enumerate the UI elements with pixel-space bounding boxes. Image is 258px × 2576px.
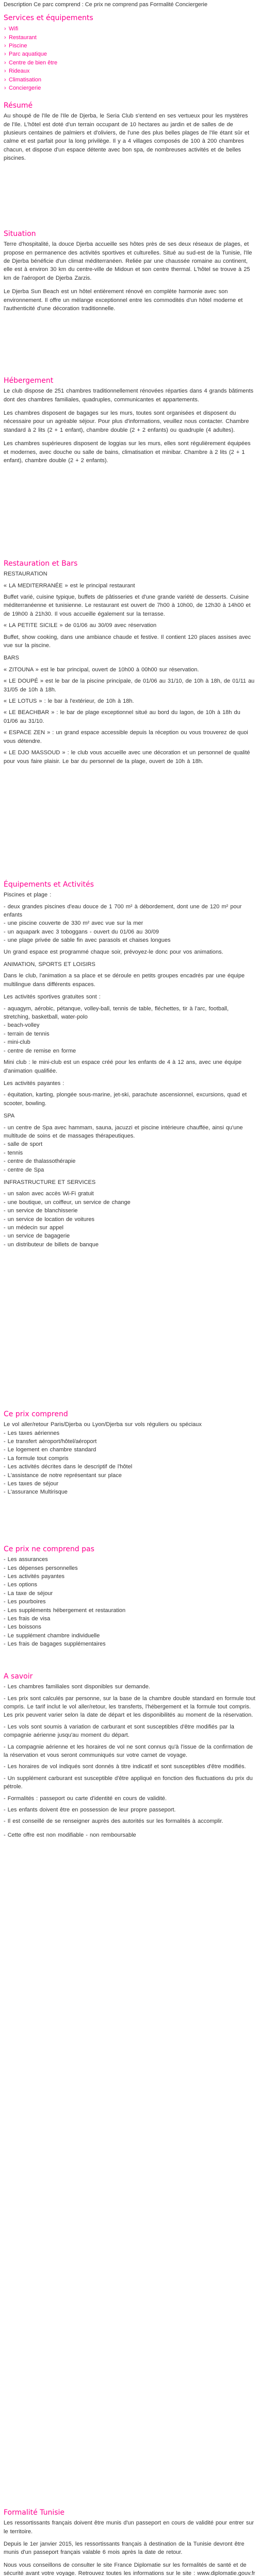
equipements-line: - salle de sport <box>4 1141 43 1148</box>
a-savoir-paragraph: - Un supplément carburant est susceptible d'être appliqué en fonction des fluctuations du prix du pétrole. <box>4 1775 253 1790</box>
equipements-line: - centre de Spa <box>4 1166 44 1173</box>
section-equipements <box>4 880 255 1249</box>
service-item: › Wifi <box>4 25 255 33</box>
formalite-title: Formalité Tunisie <box>4 2509 65 2517</box>
bars-heading: BARS <box>4 655 19 662</box>
infrastructure-heading: INFRASTRUCTURE ET SERVICES <box>4 1179 96 1185</box>
prix-ne-comprend-title: Ce prix ne comprend pas <box>4 1545 94 1553</box>
equipements-paragraph: Dans le club, l'animation a sa place et se déroule en petits groupes encadrés par une équipe multilingue dans différents espaces. <box>4 973 245 988</box>
a-savoir-paragraph: - La compagnie aérienne et les horaires de vol ne sont connus qu'à l'issue de la confirmation de la réservation et vous seront communiqués sur votre carnet de voyage. <box>4 1743 253 1759</box>
service-item: › Centre de bien être <box>4 59 255 67</box>
hebergement-paragraph: Les chambres disposent de bagages sur les murs, toutes sont organisées et disposent du nécessaire pour un agréable séjour. Pour plus d'informations, veuillez nous contacter. Chambre standard à 2 lits (2 + 1 enfant), chambre double (2 + 2 enfants) ou quadruple (4 adultes). <box>4 410 249 433</box>
service-item: › Restaurant <box>4 33 255 42</box>
prix-comprend-paragraph: Le vol aller/retour Paris/Djerba ou Lyon/Djerba sur vols réguliers ou spéciaux <box>4 1421 202 1428</box>
a-savoir-paragraph: - Les vols sont soumis à variation de carburant et sont susceptibles d'être modifiés par la compagnie aérienne jusqu'au moment du départ. <box>4 1723 234 1739</box>
a-savoir-title: A savoir <box>4 1672 33 1681</box>
prix-comprend-line: - Les taxes aériennes <box>4 1430 60 1436</box>
equipements-line: - beach-volley <box>4 1022 40 1029</box>
situation-paragraph: Le Djerba Sun Beach est un hôtel entièrement rénové en complète harmonie avec son environnement. Il offre un mélange exceptionnel entre les commodités d'un hôtel moderne et l'authenticité d'une décoration traditionnelle. <box>4 289 243 312</box>
prix-ne-comprend-line: - Les frais de bagages supplémentaires <box>4 1641 106 1648</box>
a-savoir-paragraph: - Les horaires de vol indiqués sont donnés à titre indicatif et sont susceptibles d'être modifiés. <box>4 1764 246 1770</box>
section-prix-ne-comprend <box>4 1545 255 1649</box>
bar-paragraph: « LE LOTUS » : le bar à l'extérieur, de 10h à 18h. <box>4 698 134 705</box>
section-hebergement <box>4 376 255 465</box>
service-item: › Parc aquatique <box>4 50 255 58</box>
prix-ne-comprend-line: - Les options <box>4 1582 37 1588</box>
service-item: › Piscine <box>4 42 255 50</box>
equipements-line: - une boutique, un coiffeur, un service de change <box>4 1199 131 1206</box>
equipements-line: - terrain de tennis <box>4 1030 50 1037</box>
section-situation <box>4 229 255 313</box>
hebergement-title: Hébergement <box>4 377 54 385</box>
equipements-line: - tennis <box>4 1149 23 1156</box>
formalite-paragraph: Nous vous conseillons de consulter le site France Diplomatie sur les formalités de santé et de sécurité avant votre voyage. Retrouvez toutes les informations sur le site : www.diplomatie.gouv.fr <box>4 2562 255 2576</box>
prix-comprend-line: - Les taxes de séjour <box>4 1481 59 1487</box>
prix-ne-comprend-line: - Le supplément chambre individuelle <box>4 1632 100 1639</box>
equipements-line: - aquagym, aérobic, pétanque, volley-ball, tennis de table, fléchettes, tir à l'arc, football, stretching, basketball, water-polo <box>4 1005 229 1021</box>
formalite-paragraph: Les ressortissants français doivent être munis d'un passeport en cours de validité pour entrer sur le territoire. <box>4 2520 254 2535</box>
equipements-line: - un médecin sur appel <box>4 1225 63 1231</box>
formalite-paragraph: Depuis le 1er janvier 2015, les ressortissants français à destination de la Tunisie devront être munis d'un passeport français valable 6 mois après la date de retour. <box>4 2541 245 2556</box>
equipements-paragraph: Mini club : le mini-club est un espace créé pour les enfants de 4 à 12 ans, avec une équipe d'animation qualifiée. <box>4 1059 242 1074</box>
a-savoir-paragraph: - Cette offre est non modifiable - non remboursable <box>4 1832 136 1838</box>
prix-ne-comprend-line: - Les pourboires <box>4 1599 46 1605</box>
prix-ne-comprend-line: - Les assurances <box>4 1556 48 1563</box>
restauration-heading: RESTAURATION <box>4 571 47 578</box>
a-savoir-paragraph: - Les chambres familiales sont disponibles sur demande. <box>4 1684 150 1690</box>
bar-paragraph: « LE DOUPÉ » est le bar de la piscine principale, de 01/06 au 31/10, de 10h à 18h, de 01/11 au 31/05 de 10h à 18h. <box>4 678 255 693</box>
equipements-heading: Piscines et plage : <box>4 892 52 899</box>
section-prix-comprend <box>4 1410 255 1497</box>
restauration-paragraph: « LA MEDITERRANÉE » est le principal restaurant <box>4 582 135 589</box>
hebergement-paragraph: Le club dispose de 251 chambres traditionnellement rénovées réparties dans 4 grands bâtiments dont des chambres familiales, quadruples, communicantes et appartements. <box>4 388 254 403</box>
situation-paragraph: Terre d'hospitalité, la douce Djerba accueille ses hôtes près de ses deux réseaux de plages, et propose en permanence des activités sportives et culturelles. Situé au sud-est de la Tunisie, l'Ile de Djerba bénéficie d'un climat méditerranéen. Reliée par une chaussée romaine au continent, elle est à environ 30 km du centre-ville de Midoun et son centre thermal. L'hôtel se trouve à 25 km de l'aéroport de Djerba Zarzis. <box>4 241 252 281</box>
prix-ne-comprend-line: - Les suppléments hébergement et restauration <box>4 1607 126 1614</box>
spa-heading: SPA <box>4 1113 15 1120</box>
situation-title: Situation <box>4 230 36 238</box>
section-formalite <box>4 2508 255 2576</box>
equipements-line: - un salon avec accès Wi-Fi gratuit <box>4 1191 94 1197</box>
equipements-line: - une plage privée de sable fin avec parasols et chaises longues <box>4 937 171 944</box>
equipements-line: - un service de blanchisserie <box>4 1208 78 1214</box>
a-savoir-paragraph: - Les prix sont calculés par personne, sur la base de la chambre double standard en formule tout compris. Le tarif inclut le vol aller/retour, les transferts, l'hébergement et la formule tout compris. Les prix peuvent varier selon la date de départ et les disponibilités au moment de la réservation. <box>4 1695 255 1719</box>
equipements-line: - un distributeur de billets de banque <box>4 1241 99 1248</box>
service-item: › Conciergerie <box>4 84 255 92</box>
resume-paragraph: Au shoupé de l'Ile de l'Ile de Djerba, le Seria Club s'entend en ses vertueux pour les mystères de l'Ile. L'hôtel est doté d'un terrain occupant de 10 hectares au jardin et de salles de de plusieurs centaines de palmiers et d'oliviers, de l'une des plus belles plages de l'Ile étant sûr et calme et est parfait pour la long privilège. Il y a 4 villages composés de 100 à 200 chambres chacun, et dispose d'un espace détente avec bon spa, de nombreuses activités et de belles piscines. <box>4 113 250 162</box>
prix-comprend-line: - Les activités décrites dans le descriptif de l'hôtel <box>4 1464 133 1470</box>
restauration-paragraph: Buffet varié, cuisine typique, buffets de pâtisseries et d'une grande variété de desserts. Cuisine méditerranéenne et tunisienne. Le restaurant est ouvert de 7h00 à 10h00, de 12h30 à 14h00 et de 19h00 à 21h30. Il vous accueille également sur la terrasse. <box>4 594 251 617</box>
prix-comprend-line: - L'assistance de notre représentant sur place <box>4 1472 122 1479</box>
equipements-line: - un aquapark avec 3 toboggans - ouvert du 01/06 au 30/09 <box>4 928 159 935</box>
restauration-title: Restauration et Bars <box>4 560 78 568</box>
section-resume <box>4 101 255 163</box>
equipements-line: - un centre de Spa avec hammam, sauna, jacuzzi et piscine intérieure chauffée, ainsi qu'une multitude de soins et de massages thérapeutiques. <box>4 1124 243 1139</box>
restauration-paragraph: Buffet, show cooking, dans une ambiance chaude et festive. Il contient 120 places assises avec vue sur la piscine. <box>4 634 251 649</box>
services-list <box>4 25 255 92</box>
services-title: Services et équipements <box>4 14 93 22</box>
activities-paid-heading: Les activités payantes : <box>4 1080 64 1087</box>
a-savoir-paragraph: - Il est conseillé de se renseigner auprès des autorités sur les formalités à accomplir. <box>4 1818 223 1825</box>
equipements-line: - une piscine couverte de 330 m² avec vue sur la mer <box>4 920 143 927</box>
service-item: › Climatisation <box>4 76 255 84</box>
a-savoir-paragraph: - Formalités : passeport ou carte d'identité en cours de validité. <box>4 1795 167 1802</box>
equipements-line: - un service de location de voitures <box>4 1216 94 1223</box>
prix-comprend-title: Ce prix comprend <box>4 1410 68 1418</box>
breadcrumb: Description Ce parc comprend : Ce prix ne comprend pas Formalité Conciergerie <box>4 2 207 8</box>
bar-paragraph: « ESPACE ZEN » : un grand espace accessible depuis la réception ou vous trouverez de quoi vous détendre. <box>4 730 248 744</box>
section-services <box>4 13 255 92</box>
bar-paragraph: « ZITOUNA » est le bar principal, ouvert de 10h00 à 00h00 sur réservation. <box>4 666 199 673</box>
equipements-line: - deux grandes piscines d'eau douce de 1 700 m² à débordement, dont une de 120 m² pour enfants <box>4 903 242 918</box>
prix-comprend-line: - L'assurance Multirisque <box>4 1489 68 1496</box>
bar-paragraph: « LE BEACHBAR » : le bar de plage exceptionnel situé au bord du lagon, de 10h à 18h du 01/06 au 31/10. <box>4 709 240 724</box>
equipements-paragraph: Un grand espace est programmé chaque soir, prévoyez-le donc pour vos animations. <box>4 948 223 955</box>
prix-ne-comprend-line: - Les frais de visa <box>4 1616 51 1622</box>
resume-title: Résumé <box>4 101 33 110</box>
equipements-line: - un service de bagagerie <box>4 1233 70 1240</box>
section-a-savoir <box>4 1672 255 1839</box>
prix-ne-comprend-line: - Les boissons <box>4 1624 41 1631</box>
restauration-paragraph: « LA PETITE SICILE » de 01/06 au 30/09 avec réservation <box>4 622 157 629</box>
equipements-line: - centre de remise en forme <box>4 1047 76 1054</box>
animation-heading: ANIMATION, SPORTS ET LOISIRS <box>4 961 95 968</box>
equipements-title: Équipements et Activités <box>4 880 94 889</box>
service-item: › Rideaux <box>4 67 255 75</box>
prix-comprend-line: - Le logement en chambre standard <box>4 1447 96 1453</box>
prix-ne-comprend-line: - Les dépenses personnelles <box>4 1565 78 1571</box>
section-restauration <box>4 559 255 766</box>
prix-ne-comprend-line: - La taxe de séjour <box>4 1590 53 1597</box>
prix-comprend-line: - Le transfert aéroport/hôtel/aéroport <box>4 1438 97 1445</box>
equipements-line: - équitation, karting, plongée sous-marine, jet-ski, parachute ascensionnel, excursions, quad et scooter, bowling. <box>4 1092 247 1107</box>
equipements-line: - mini-club <box>4 1039 30 1046</box>
activities-free-heading: Les activités sportives gratuites sont : <box>4 994 101 1001</box>
prix-comprend-line: - La formule tout compris <box>4 1455 69 1462</box>
bar-paragraph: « LE DJO MASSOUD » : le club vous accueille avec une décoration et un personnel de qualité pour vous faire plaisir. Le bar du personnel de la plage, ouvert de 10h à 18h. <box>4 750 250 765</box>
hebergement-paragraph: Les chambres supérieures disposent de loggias sur les murs, elles sont régulièrement équipées et modernes, avec douche ou salle de bains, climatisation et minibar. Chambre à 2 lits (2 + 1 enfant), chambre double (2 + 2 enfants). <box>4 440 251 464</box>
prix-ne-comprend-line: - Les activités payantes <box>4 1573 64 1580</box>
a-savoir-paragraph: - Les enfants doivent être en possession de leur propre passeport. <box>4 1807 176 1814</box>
equipements-line: - centre de thalassothérapie <box>4 1158 76 1165</box>
